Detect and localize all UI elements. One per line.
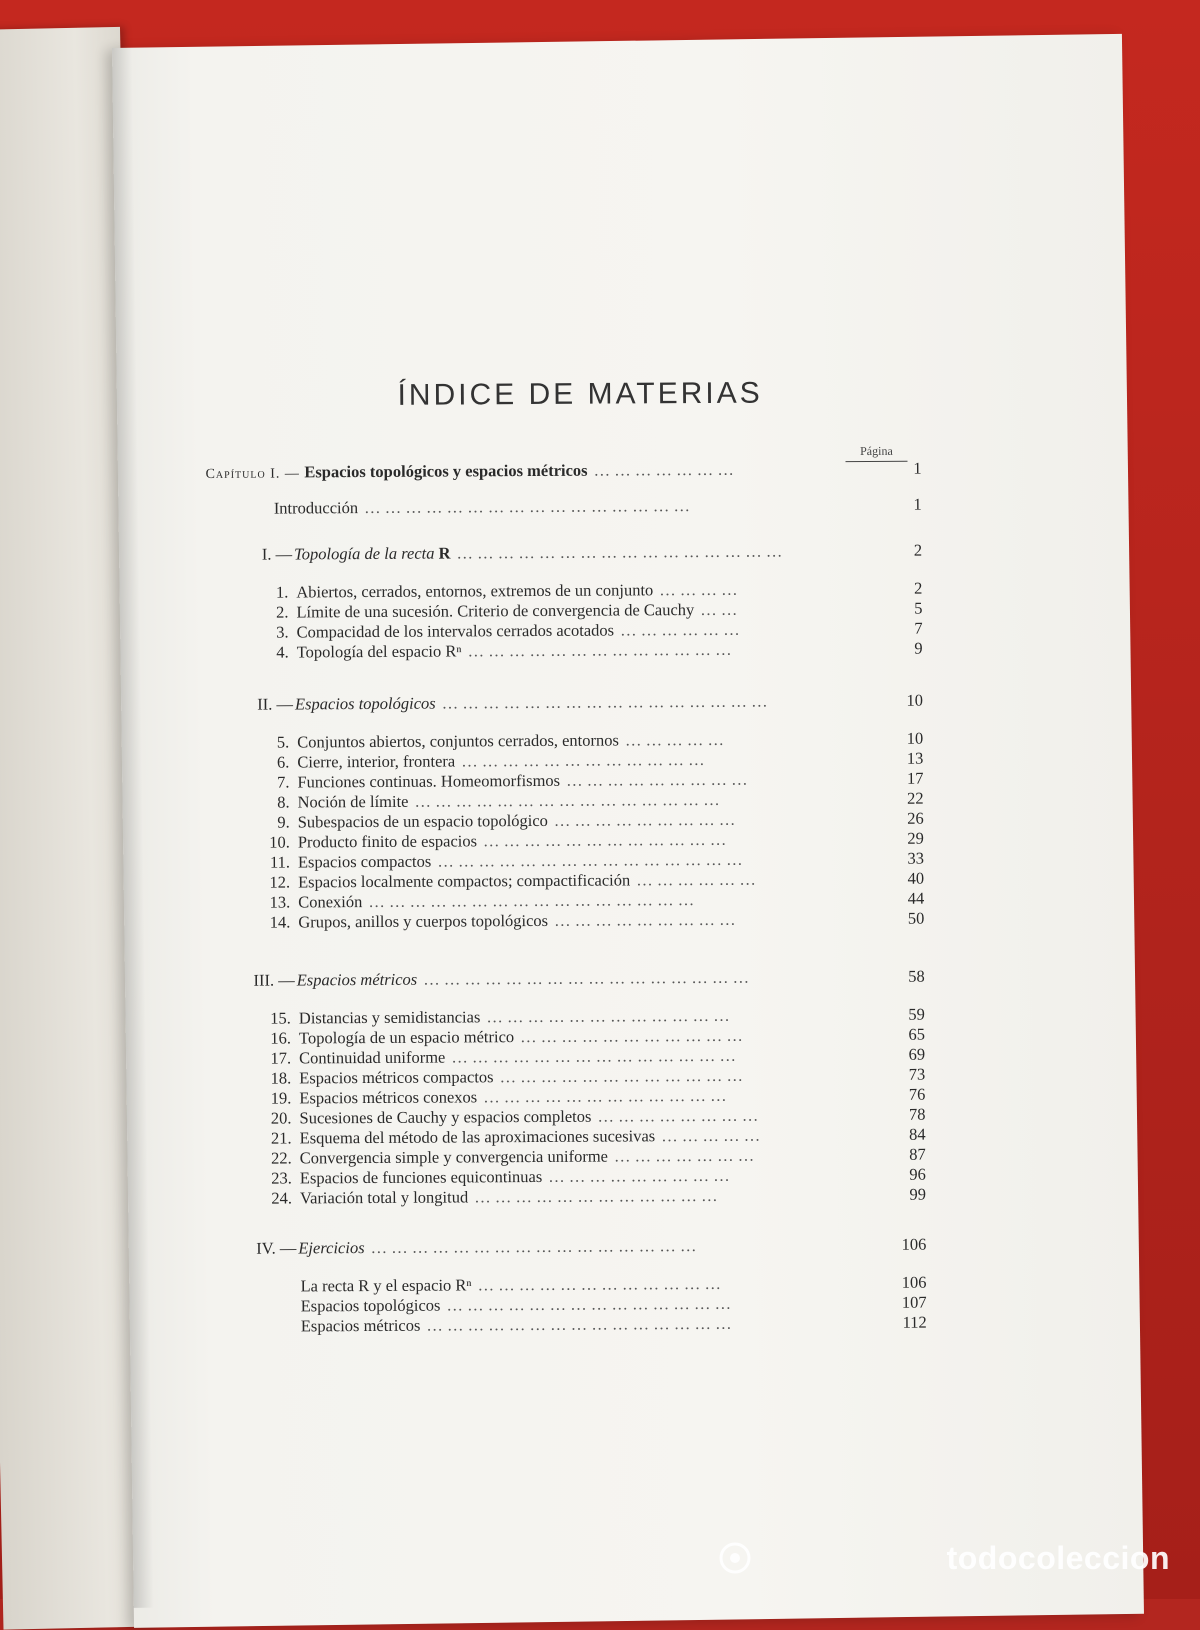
item-text: Espacios métricos compactos bbox=[299, 1067, 494, 1088]
item-number: 2. bbox=[275, 602, 289, 622]
page-number: 22 bbox=[907, 788, 924, 808]
item-text: Esquema del método de las aproximaciones sucesivas bbox=[299, 1126, 656, 1148]
page-number: 87 bbox=[909, 1144, 926, 1164]
item-text: Límite de una sucesión. Criterio de convergencia de Cauchy bbox=[296, 600, 695, 622]
item-text: Distancias y semidistancias bbox=[298, 1007, 481, 1028]
page-number: 99 bbox=[909, 1184, 927, 1204]
item-text: Noción de límite bbox=[297, 791, 409, 812]
leader-dots: … … … … … … … … … … … … … bbox=[467, 639, 732, 661]
page-number: 33 bbox=[907, 848, 924, 868]
item-number: 1. bbox=[275, 582, 289, 602]
chapter-label: Capítulo I. — bbox=[205, 466, 305, 482]
item-text: Subespacios de un espacio topológico bbox=[297, 810, 548, 832]
page-number: 10 bbox=[906, 690, 924, 710]
page-number: 96 bbox=[909, 1164, 926, 1184]
item-text: Espacios localmente compactos; compactificación bbox=[298, 870, 631, 892]
page-number: 73 bbox=[908, 1064, 926, 1084]
section-title: Espacios métricos bbox=[296, 969, 418, 990]
leader-dots: … … … … … … … … bbox=[597, 1105, 759, 1126]
page-number: 26 bbox=[907, 808, 924, 828]
page-number: 9 bbox=[914, 638, 923, 658]
leader-dots: … … … … … … … … … … … … … … … … bbox=[456, 541, 783, 563]
item-number: 19. bbox=[270, 1088, 292, 1108]
item-number: 24. bbox=[271, 1188, 293, 1208]
item-text: Espacios de funciones equicontinuas bbox=[299, 1166, 543, 1188]
page-column-header: Página bbox=[845, 444, 907, 462]
leader-dots: … … … … … … … … … … … … … … … bbox=[426, 1313, 732, 1335]
page-number: 1 bbox=[913, 494, 922, 514]
page-number: 10 bbox=[906, 728, 924, 748]
page-number: 69 bbox=[908, 1044, 926, 1064]
item-text: Abiertos, cerrados, entornos, extremos de un conjunto bbox=[296, 580, 654, 602]
page-number: 106 bbox=[901, 1272, 927, 1292]
item-number: 13. bbox=[269, 892, 291, 912]
page-number: 7 bbox=[914, 618, 923, 638]
item-number bbox=[211, 1311, 301, 1312]
item-text: Conjuntos abiertos, conjuntos cerrados, entornos bbox=[297, 730, 619, 752]
page-number: 44 bbox=[907, 888, 925, 908]
section-numeral: IV. — bbox=[256, 1238, 297, 1258]
page-number: 76 bbox=[908, 1084, 926, 1104]
leader-dots: … … … … … … … … … … … … … … … … bbox=[364, 496, 691, 518]
leader-dots: … … … … … … bbox=[636, 869, 756, 890]
section-row bbox=[207, 690, 924, 716]
item-number: 12. bbox=[269, 872, 291, 892]
leader-dots: … … … … … … … … … bbox=[548, 1165, 730, 1186]
page-number: 40 bbox=[907, 868, 925, 888]
item-text: Compacidad de los intervalos cerrados acotados bbox=[296, 620, 615, 642]
item-text: Sucesiones de Cauchy y espacios completos bbox=[299, 1106, 592, 1128]
leader-dots: … … … … … … … … … … … … bbox=[477, 1273, 722, 1295]
page-number: 78 bbox=[908, 1104, 926, 1124]
page-number: 17 bbox=[906, 768, 924, 788]
item-number: 10. bbox=[269, 832, 290, 852]
item-text: Variación total y longitud bbox=[299, 1187, 469, 1208]
page-number: 29 bbox=[907, 828, 924, 848]
item-text: La recta R y el espacio Rⁿ bbox=[300, 1275, 472, 1296]
item-number: 11. bbox=[269, 852, 291, 872]
page-number: 13 bbox=[906, 748, 924, 768]
leader-dots: … … … … … … … … … … … … … … … … bbox=[423, 967, 750, 989]
item-number: 3. bbox=[276, 622, 289, 642]
item-number: 18. bbox=[270, 1068, 292, 1088]
leader-dots: … … … … … … bbox=[620, 619, 740, 640]
toc-item-row bbox=[211, 1312, 927, 1338]
leader-dots: … … … … … … … … … … … … bbox=[461, 749, 705, 771]
leader-dots: … … … … … … … … … bbox=[566, 769, 748, 790]
page-number: 65 bbox=[908, 1024, 926, 1044]
item-text: Topología de un espacio métrico bbox=[298, 1027, 515, 1048]
item-number: 5. bbox=[276, 732, 290, 752]
leader-dots: … … … … … … … … … … … … … … … bbox=[437, 849, 743, 871]
section-title: Espacios topológicos bbox=[294, 693, 436, 714]
page-number: 107 bbox=[901, 1292, 927, 1312]
item-text: Producto finito de espacios bbox=[297, 831, 478, 852]
leader-dots: … … … … bbox=[659, 579, 738, 600]
item-number bbox=[211, 1291, 301, 1292]
leader-dots: … … … … … … … … … bbox=[553, 809, 736, 830]
item-text: Convergencia simple y convergencia uniforme bbox=[299, 1146, 609, 1168]
watermark-logo-icon bbox=[718, 1541, 752, 1575]
leader-dots: … … … … … … … … … … … … bbox=[474, 1185, 718, 1207]
item-number: 4. bbox=[276, 642, 289, 662]
item-number: 15. bbox=[270, 1008, 291, 1028]
intro-text: Introducción bbox=[273, 498, 359, 518]
page-number: 59 bbox=[908, 1004, 925, 1024]
section-symbol: R bbox=[438, 543, 451, 563]
item-text: Espacios métricos conexos bbox=[299, 1087, 478, 1108]
page-number: 5 bbox=[914, 598, 923, 618]
toc-item-row bbox=[207, 638, 923, 664]
leader-dots: … … … … … bbox=[661, 1125, 761, 1146]
chapter-row bbox=[205, 458, 922, 484]
toc-item-row bbox=[210, 1184, 927, 1210]
item-number: 9. bbox=[277, 812, 290, 832]
section-numeral: III. — bbox=[253, 970, 295, 990]
item-number: 21. bbox=[270, 1128, 292, 1148]
leader-dots: … … … … … … … … … … … bbox=[520, 1025, 743, 1047]
item-text: Cierre, interior, frontera bbox=[297, 751, 456, 772]
item-text: Topología del espacio Rⁿ bbox=[296, 641, 462, 662]
item-number: 8. bbox=[277, 792, 290, 812]
toc-item-row bbox=[208, 908, 925, 934]
leader-dots: … … … … … … … … … … … … … … bbox=[451, 1045, 737, 1067]
section-row bbox=[206, 540, 923, 566]
page-number: 2 bbox=[913, 578, 923, 598]
page-number: 58 bbox=[908, 966, 925, 986]
item-number: 23. bbox=[271, 1168, 292, 1188]
item-text: Espacios métricos bbox=[300, 1315, 421, 1336]
leader-dots: … … bbox=[700, 599, 738, 619]
section-title: Ejercicios bbox=[298, 1238, 365, 1258]
item-text: Funciones continuas. Homeomorfismos bbox=[297, 770, 561, 792]
leader-dots: … … … … … bbox=[624, 729, 724, 750]
item-number: 22. bbox=[271, 1148, 292, 1168]
item-number: 14. bbox=[269, 912, 291, 932]
page-number: 106 bbox=[901, 1234, 927, 1254]
section-row bbox=[210, 1234, 927, 1260]
item-text: Grupos, anillos y cuerpos topológicos bbox=[298, 910, 549, 932]
item-text: Continuidad uniforme bbox=[299, 1047, 446, 1068]
section-title: Topología de la recta bbox=[294, 543, 435, 564]
leader-dots: … … … … … … … … … … … … … … bbox=[446, 1293, 732, 1315]
leader-dots: … … … … … … … bbox=[593, 459, 734, 480]
leader-dots: … … … … … … … … … … … … bbox=[486, 1005, 730, 1027]
watermark: todocoleccion bbox=[946, 1540, 1170, 1576]
page-number: 2 bbox=[913, 540, 923, 560]
page-title: ÍNDICE DE MATERIAS bbox=[397, 376, 763, 412]
leader-dots: … … … … … … … … … bbox=[554, 909, 736, 930]
intro-row bbox=[206, 494, 922, 520]
item-text: Espacios compactos bbox=[297, 851, 432, 872]
section-row bbox=[209, 966, 925, 992]
leader-dots: … … … … … … … bbox=[613, 1145, 755, 1166]
item-number: 16. bbox=[270, 1028, 292, 1048]
section-numeral: I. — bbox=[261, 544, 293, 564]
leader-dots: … … … … … … … … … … … … … … … bbox=[414, 789, 720, 811]
leader-dots: … … … … … … … … … … … … bbox=[482, 829, 727, 851]
page-number: 112 bbox=[902, 1312, 927, 1332]
item-number bbox=[211, 1331, 301, 1332]
page-number: 1 bbox=[913, 458, 922, 478]
item-number: 17. bbox=[270, 1048, 292, 1068]
item-number: 20. bbox=[270, 1108, 292, 1128]
leader-dots: … … … … … … … … … … … … bbox=[499, 1065, 743, 1087]
leader-dots: … … … … … … … … … … … … … … … … bbox=[368, 890, 695, 912]
section-numeral: II. — bbox=[257, 694, 294, 714]
item-number: 6. bbox=[276, 752, 290, 772]
leader-dots: … … … … … … … … … … … … bbox=[483, 1085, 727, 1107]
item-text: Espacios topológicos bbox=[300, 1295, 441, 1316]
page-number: 50 bbox=[907, 908, 925, 928]
leader-dots: … … … … … … … … … … … … … … … … bbox=[370, 1236, 697, 1258]
page-number: 84 bbox=[909, 1124, 926, 1144]
chapter-title: Espacios topológicos y espacios métricos bbox=[304, 460, 588, 482]
item-text: Conexión bbox=[298, 892, 363, 912]
leader-dots: … … … … … … … … … … … … … … … … bbox=[441, 691, 768, 713]
item-number: 7. bbox=[277, 772, 290, 792]
